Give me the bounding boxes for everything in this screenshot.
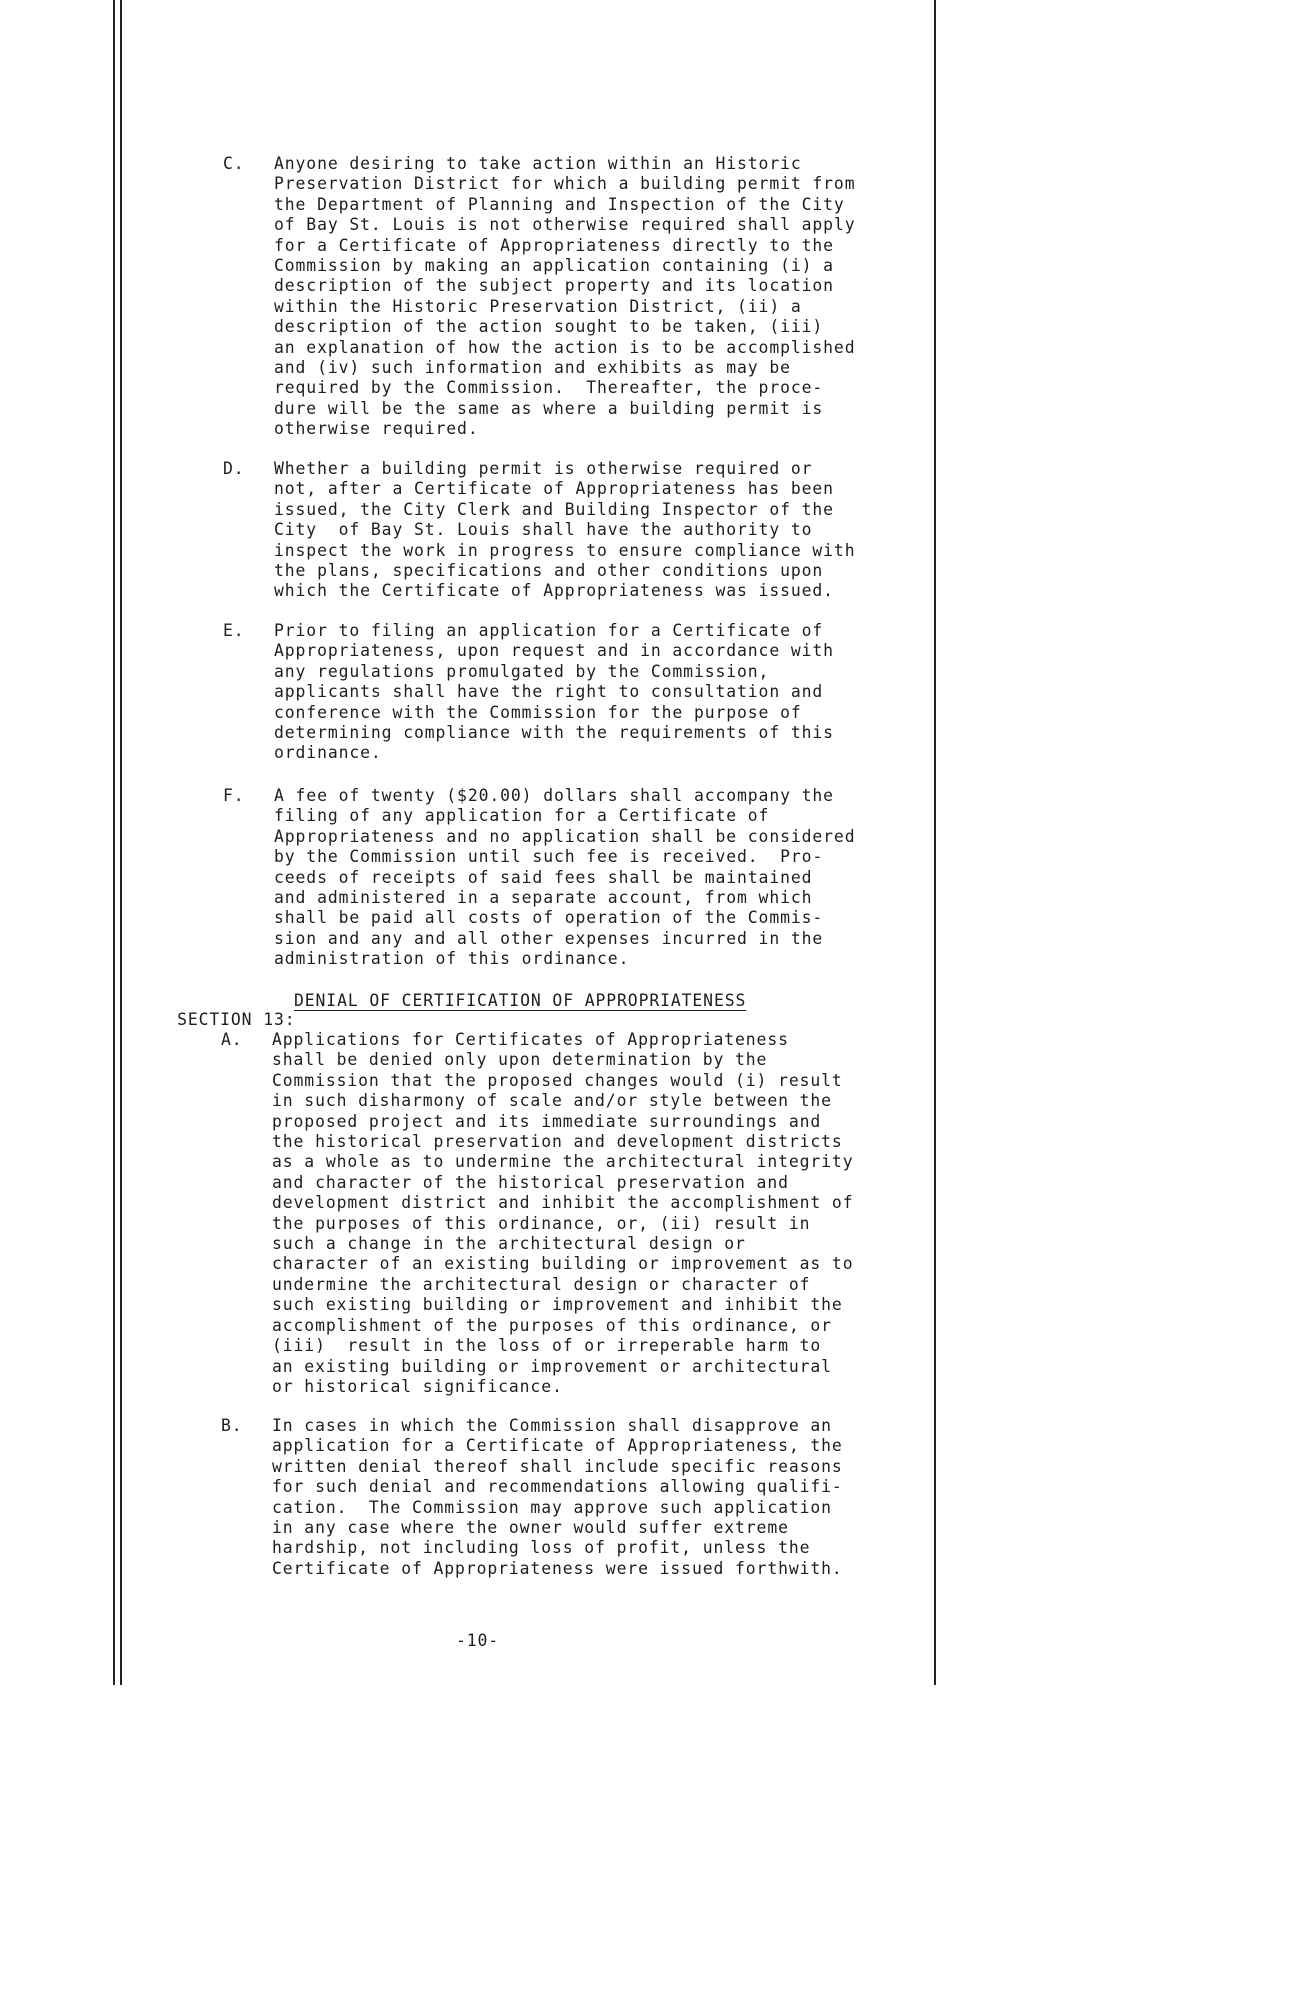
text-line: issued, the City Clerk and Building Inspector of the (274, 499, 834, 519)
text-line: the Department of Planning and Inspection of the City (274, 194, 845, 214)
paragraph-letter: D. (223, 459, 245, 478)
paragraph-letter: B. (221, 1416, 243, 1435)
text-line: Whether a building permit is otherwise required or (274, 459, 813, 478)
text-line: the purposes of this ordinance, or, (ii) result in (272, 1213, 811, 1233)
paragraph-body (274, 621, 954, 764)
text-line: inspect the work in progress to ensure compliance with (274, 540, 856, 560)
text-line: administration of this ordinance. (274, 949, 630, 969)
text-line: such existing building or improvement and inhibit the (272, 1295, 843, 1315)
text-line: or historical significance. (272, 1376, 563, 1396)
text-line: hardship, not including loss of profit, unless the (272, 1538, 811, 1558)
text-line: dure will be the same as where a building permit is (274, 398, 824, 418)
text-line: Commission by making an application containing (i) a (274, 256, 834, 276)
paragraph-body (272, 1416, 952, 1579)
paragraph-letter: E. (223, 621, 245, 640)
text-line: shall be paid all costs of operation of the Commis- (274, 908, 824, 928)
paragraph-body (274, 459, 954, 602)
text-line: character of an existing building or improvement as to (272, 1254, 854, 1274)
paragraph-body (272, 1030, 952, 1397)
text-line: and (iv) such information and exhibits as may be (274, 358, 791, 378)
text-line: applicants shall have the right to consultation and (274, 682, 824, 702)
text-line: for a Certificate of Appropriateness directly to the (274, 235, 834, 255)
text-line: description of the subject property and its location (274, 276, 834, 296)
text-line: in any case where the owner would suffer extreme (272, 1518, 789, 1538)
paragraph-body (274, 154, 954, 440)
text-line: (iii) result in the loss of or irreperable harm to (272, 1336, 822, 1356)
text-line: which the Certificate of Appropriateness was issued. (274, 581, 834, 601)
text-line: Certificate of Appropriateness were issued forthwith. (272, 1558, 843, 1578)
paragraph-body (274, 786, 954, 970)
text-line: any regulations promulgated by the Commission, (274, 661, 770, 681)
text-line: shall be denied only upon determination by the (272, 1050, 768, 1070)
text-line: an existing building or improvement or architectural (272, 1356, 832, 1376)
text-line: within the Historic Preservation District, (ii) a (274, 296, 802, 316)
text-line: application for a Certificate of Appropriateness, the (272, 1436, 843, 1456)
text-line: sion and any and all other expenses incurred in the (274, 928, 824, 948)
text-line: the plans, specifications and other conditions upon (274, 561, 824, 581)
text-line: an explanation of how the action is to be accomplished (274, 337, 856, 357)
text-line: written denial thereof shall include specific reasons (272, 1456, 843, 1476)
text-line: required by the Commission. Thereafter, the proce- (274, 378, 824, 398)
text-line: Appropriateness, upon request and in accordance with (274, 641, 834, 661)
text-line: determining compliance with the requirements of this (274, 723, 834, 743)
paragraph-letter: A. (221, 1030, 243, 1049)
text-line: ordinance. (274, 743, 382, 763)
text-line: Prior to filing an application for a Certificate of (274, 621, 824, 640)
text-line: accomplishment of the purposes of this ordinance, or (272, 1315, 832, 1335)
text-line: ceeds of receipts of said fees shall be maintained (274, 867, 813, 887)
text-line: proposed project and its immediate surroundings and (272, 1111, 822, 1131)
text-line: otherwise required. (274, 419, 479, 439)
text-line: by the Commission until such fee is received. Pro- (274, 847, 824, 867)
paragraph-letter: C. (223, 154, 245, 173)
section-title: DENIAL OF CERTIFICATION OF APPROPRIATENESS (294, 991, 747, 1010)
text-line: cation. The Commission may approve such application (272, 1497, 832, 1517)
text-line: Preservation District for which a building permit from (274, 174, 856, 194)
text-line: filing of any application for a Certificate of (274, 806, 770, 826)
text-line: as a whole as to undermine the architectural integrity (272, 1152, 854, 1172)
text-line: not, after a Certificate of Appropriateness has been (274, 479, 834, 499)
text-line: the historical preservation and development districts (272, 1132, 843, 1152)
text-line: of Bay St. Louis is not otherwise required shall apply (274, 215, 856, 235)
text-line: Commission that the proposed changes would (i) result (272, 1070, 843, 1090)
text-line: development district and inhibit the accomplishment of (272, 1193, 854, 1213)
text-line: and character of the historical preservation and (272, 1172, 789, 1192)
text-line: Appropriateness and no application shall be considered (274, 826, 856, 846)
text-line: In cases in which the Commission shall disapprove an (272, 1416, 832, 1435)
text-line: City of Bay St. Louis shall have the authority to (274, 520, 813, 540)
binder-rule-left-inner (120, 0, 122, 1685)
paragraph-letter: F. (223, 786, 245, 805)
text-line: in such disharmony of scale and/or style between the (272, 1091, 832, 1111)
section-label: SECTION 13: (177, 1010, 296, 1029)
text-line: such a change in the architectural design or (272, 1234, 746, 1254)
binder-rule-left-outer (113, 0, 115, 1685)
text-line: conference with the Commission for the purpose of (274, 702, 802, 722)
text-line: Anyone desiring to take action within an Historic (274, 154, 802, 173)
text-line: and administered in a separate account, from which (274, 888, 813, 908)
text-line: description of the action sought to be taken, (iii) (274, 317, 824, 337)
text-line: A fee of twenty ($20.00) dollars shall accompany the (274, 786, 834, 805)
text-line: undermine the architectural design or character of (272, 1274, 811, 1294)
page-number: -10- (456, 1631, 500, 1650)
text-line: Applications for Certificates of Appropriateness (272, 1030, 789, 1049)
text-line: for such denial and recommendations allowing qualifi- (272, 1477, 843, 1497)
